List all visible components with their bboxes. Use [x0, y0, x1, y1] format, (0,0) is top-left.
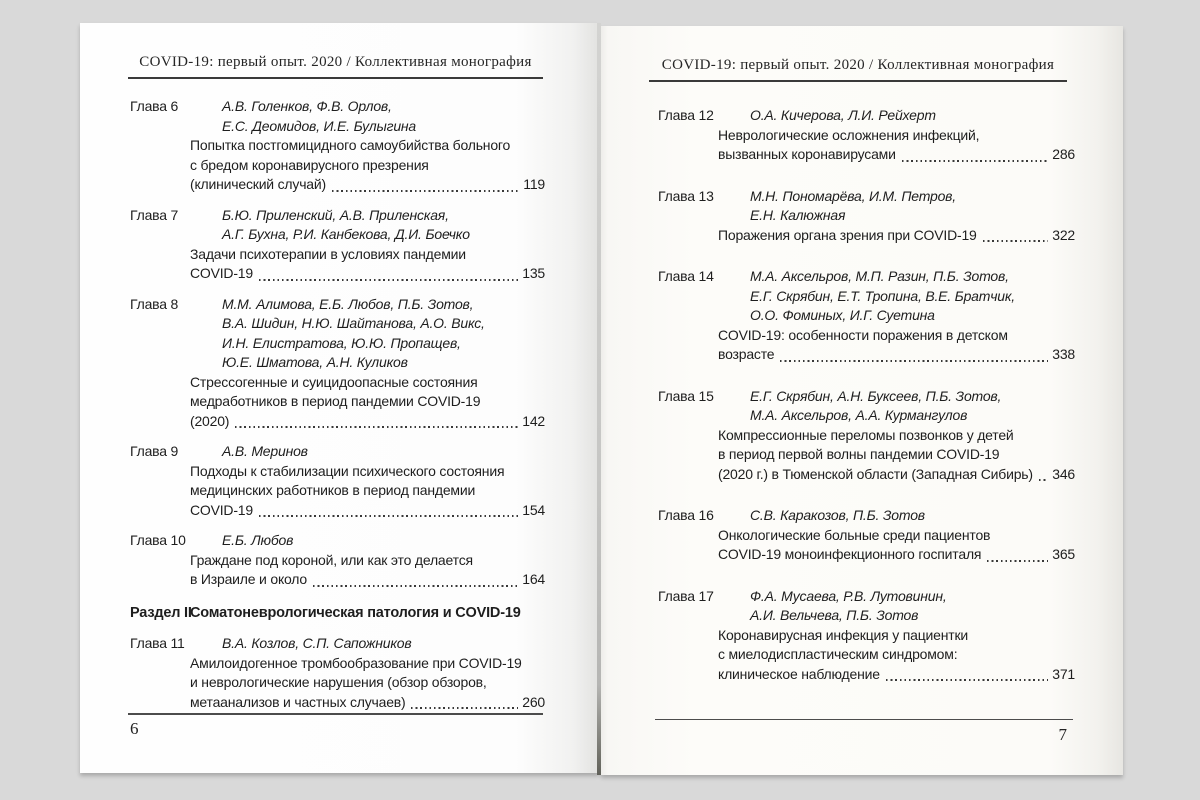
target-page-number: 142 — [522, 412, 545, 429]
toc-entry — [658, 106, 1075, 165]
target-page-number: 119 — [523, 176, 545, 192]
authors-block — [718, 587, 1075, 626]
dot-leader — [235, 426, 518, 428]
author-line: О.А. Кичерова, Л.И. Рейхерт — [750, 107, 936, 123]
dot-leader — [902, 160, 1049, 162]
title-block — [718, 626, 1075, 685]
toc-entry — [658, 506, 1075, 565]
target-page-number: 260 — [522, 693, 545, 710]
title-line: с миелодиспластическим синдромом: — [718, 646, 958, 662]
chapter-label: Глава 7 — [130, 206, 179, 223]
title-block — [718, 526, 1075, 565]
author-line: Е.С. Деомидов, И.Е. Булыгина — [222, 117, 416, 134]
chapter-label: Глава 11 — [130, 635, 185, 651]
author-line: В.А. Шидин, Н.Ю. Шайтанова, А.О. Викс, — [222, 315, 485, 331]
title-line: Коронавирусная инфекция у пациентки — [718, 626, 969, 643]
dot-leader — [259, 515, 518, 517]
dot-leader — [332, 190, 519, 192]
title-line: с бредом коронавирусного презрения — [190, 156, 429, 173]
entry-body — [190, 97, 545, 195]
authors-block — [190, 442, 545, 462]
toc-entry — [130, 295, 545, 432]
author-line: Е.Г. Скрябин, Е.Т. Тропина, В.Е. Братчик, — [750, 287, 1015, 304]
title-line: возрасте — [718, 346, 775, 362]
toc-entry — [130, 634, 545, 712]
title-block — [190, 373, 545, 432]
toc-section — [130, 604, 545, 624]
title-line: COVID-19 — [190, 265, 253, 281]
target-page-number: 346 — [1052, 465, 1075, 482]
author-line: Б.Ю. Приленский, А.В. Приленская, — [222, 206, 449, 223]
title-line-last — [190, 175, 545, 195]
author-line: Е.Б. Любов — [222, 532, 294, 548]
toc-entry — [658, 187, 1075, 246]
target-page-number: 154 — [522, 501, 545, 518]
title-block — [190, 245, 545, 284]
title-line-last — [718, 545, 1075, 565]
title-line: (клинический случай) — [190, 176, 326, 192]
title-block — [718, 426, 1075, 485]
title-line: Задачи психотерапии в условиях пандемии — [190, 245, 466, 262]
author-line: А.Г. Бухна, Р.И. Канбекова, Д.И. Боечко — [222, 226, 470, 242]
running-head-text: COVID-19: первый опыт. 2020 / Коллективная монография — [139, 54, 532, 70]
title-line: Компрессионные переломы позвонков у детей — [718, 426, 1014, 443]
title-line: Неврологические осложнения инфекций, — [718, 126, 980, 143]
chapter-label: Глава 16 — [658, 507, 714, 523]
title-block — [190, 654, 545, 713]
authors-block — [718, 106, 1075, 126]
author-line: С.В. Каракозов, П.Б. Зотов — [750, 507, 925, 523]
title-line: Амилоидогенное тромбообразование при COVID-19 — [190, 654, 522, 671]
running-head-left — [128, 54, 543, 79]
title-block — [190, 136, 545, 195]
title-line: Подходы к стабилизации психического состояния — [190, 462, 505, 479]
target-page-number: 338 — [1052, 346, 1075, 362]
title-block — [718, 326, 1075, 365]
entry-body — [190, 295, 545, 432]
entry-body — [718, 506, 1075, 565]
title-line-last — [718, 345, 1075, 365]
title-line-last — [718, 665, 1075, 685]
entry-body — [718, 267, 1075, 365]
title-line: Стрессогенные и суицидоопасные состояния — [190, 373, 478, 390]
title-line-last — [190, 693, 545, 713]
toc-entry — [130, 97, 545, 195]
chapter-label: Глава 15 — [658, 387, 714, 404]
authors-block — [718, 187, 1075, 226]
title-line: COVID-19: особенности поражения в детском — [718, 326, 1008, 343]
authors-block — [190, 531, 545, 551]
entry-body — [190, 634, 545, 712]
entry-body — [190, 442, 545, 520]
author-line: А.В. Меринов — [222, 443, 308, 459]
title-line: в Израиле и около — [190, 571, 308, 587]
title-line: Граждане под короной, или как это делается — [190, 551, 473, 568]
title-line: Онкологические больные среди пациентов — [718, 526, 991, 543]
page-left — [80, 23, 599, 773]
author-line: М.А. Аксельров, А.А. Курмангулов — [750, 407, 968, 423]
title-line-last — [190, 412, 545, 432]
title-line: вызванных коронавирусами — [718, 146, 896, 162]
author-line: Е.Г. Скрябин, А.Н. Буксеев, П.Б. Зотов, — [750, 387, 1002, 404]
chapter-label: Глава 10 — [130, 532, 186, 548]
toc-entry — [130, 206, 545, 284]
author-line: М.Н. Пономарёва, И.М. Петров, — [750, 187, 956, 204]
section-label: Раздел II — [130, 604, 192, 621]
section-title: Соматоневрологическая патология и COVID-19 — [190, 604, 521, 621]
toc-entry — [658, 587, 1075, 685]
chapter-label: Глава 13 — [658, 187, 714, 204]
entry-body — [718, 387, 1075, 485]
target-page-number: 365 — [1052, 546, 1075, 562]
chapter-label: Глава 17 — [658, 587, 714, 604]
authors-block — [718, 506, 1075, 526]
title-line: COVID-19 моноинфекционного госпиталя — [718, 546, 982, 562]
page-right — [601, 26, 1123, 775]
running-head-right — [649, 57, 1067, 82]
entry-body — [190, 206, 545, 284]
entry-body — [718, 587, 1075, 685]
authors-block — [718, 387, 1075, 426]
target-page-number: 135 — [522, 265, 545, 281]
entry-body — [190, 531, 545, 590]
title-line-last — [718, 465, 1075, 485]
title-block — [190, 551, 545, 590]
title-line: COVID-19 — [190, 501, 253, 518]
title-line-last — [718, 226, 1075, 246]
authors-block — [190, 295, 545, 373]
chapter-label: Глава 12 — [658, 107, 714, 123]
title-line: в период первой волны пандемии COVID-19 — [718, 446, 1000, 462]
dot-leader — [886, 679, 1048, 681]
title-block — [718, 226, 1075, 246]
target-page-number: 322 — [1052, 226, 1075, 243]
target-page-number: 371 — [1052, 665, 1075, 682]
dot-leader — [987, 560, 1048, 562]
chapter-label: Глава 14 — [658, 268, 714, 284]
title-line: Попытка постгомицидного самоубийства больного — [190, 137, 511, 153]
chapter-label: Глава 6 — [130, 98, 179, 114]
authors-block — [190, 634, 545, 654]
title-line: метаанализов и частных случаев) — [190, 693, 406, 710]
title-line: (2020) — [190, 412, 230, 429]
dot-leader — [313, 585, 518, 587]
authors-block — [718, 267, 1075, 326]
author-line: Ю.Е. Шматова, А.Н. Куликов — [222, 354, 408, 370]
page-number-right: 7 — [1058, 725, 1067, 744]
author-line: Е.Н. Калюжная — [750, 207, 846, 223]
dot-leader — [411, 707, 518, 709]
title-line-last — [190, 570, 545, 590]
title-line: клиническое наблюдение — [718, 665, 880, 682]
target-page-number: 286 — [1052, 146, 1075, 162]
page-number-left: 6 — [130, 719, 139, 738]
title-block — [718, 126, 1075, 165]
author-line: О.О. Фоминых, И.Г. Суетина — [750, 307, 935, 323]
author-line: А.И. Вельчева, П.Б. Зотов — [750, 607, 919, 623]
page-gutter — [597, 23, 601, 775]
title-line: медработников в период пандемии COVID-19 — [190, 393, 481, 409]
toc-column — [658, 106, 1075, 684]
title-line-last — [190, 501, 545, 521]
author-line: В.А. Козлов, С.П. Сапожников — [222, 635, 412, 651]
dot-leader — [983, 240, 1049, 242]
authors-block — [190, 97, 545, 136]
toc-entry — [130, 442, 545, 520]
title-line: медицинских работников в период пандемии — [190, 482, 476, 498]
toc-column — [130, 97, 545, 712]
title-line: (2020 г.) в Тюменской области (Западная Сибирь) — [718, 465, 1033, 482]
entry-body — [718, 106, 1075, 165]
title-line: Поражения органа зрения при COVID-19 — [718, 226, 977, 243]
footer-rule-right — [655, 719, 1073, 720]
running-head-text: COVID-19: первый опыт. 2020 / Коллективная монография — [661, 57, 1055, 73]
chapter-label: Глава 8 — [130, 295, 179, 312]
authors-block — [190, 206, 545, 245]
title-line-last — [190, 264, 545, 284]
target-page-number: 164 — [522, 571, 545, 587]
toc-entry — [658, 267, 1075, 365]
title-line: и неврологические нарушения (обзор обзоров, — [190, 674, 487, 690]
dot-leader — [1039, 479, 1048, 481]
entry-body — [718, 187, 1075, 246]
author-line: И.Н. Елистратова, Ю.Ю. Пропащев, — [222, 334, 461, 351]
dot-leader — [259, 279, 518, 281]
footer-rule-left — [128, 713, 543, 715]
toc-entry — [658, 387, 1075, 485]
author-line: Ф.А. Мусаева, Р.В. Лутовинин, — [750, 587, 947, 604]
author-line: М.М. Алимова, Е.Б. Любов, П.Б. Зотов, — [222, 295, 474, 312]
toc-entry — [130, 531, 545, 590]
title-block — [190, 462, 545, 521]
author-line: М.А. Аксельров, М.П. Разин, П.Б. Зотов, — [750, 268, 1009, 284]
chapter-label: Глава 9 — [130, 443, 179, 459]
author-line: А.В. Голенков, Ф.В. Орлов, — [222, 98, 392, 114]
title-line-last — [718, 145, 1075, 165]
dot-leader — [780, 360, 1048, 362]
